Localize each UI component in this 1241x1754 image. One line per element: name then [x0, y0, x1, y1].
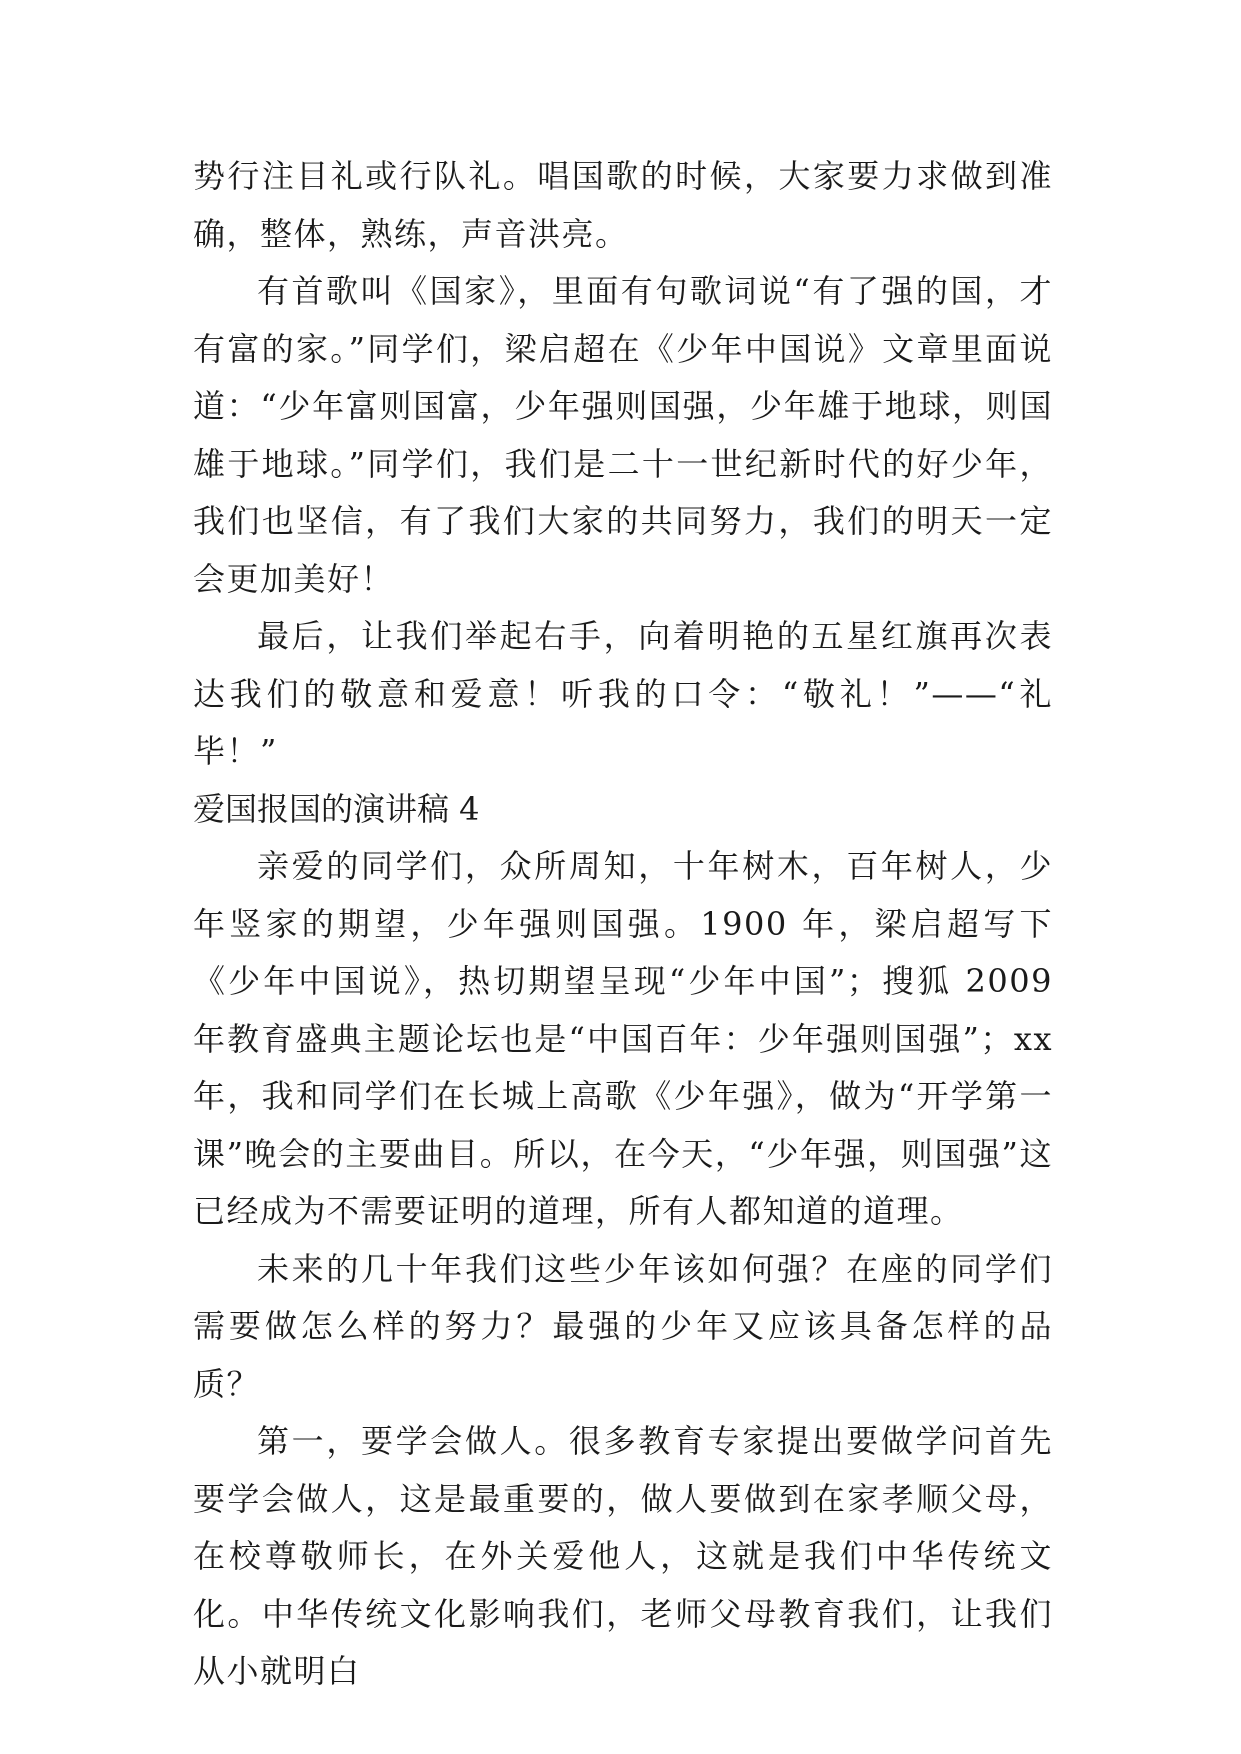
paragraph-continuation: 势行注目礼或行队礼。唱国歌的时候，大家要力求做到准确，整体，熟练，声音洪亮。: [193, 157, 1053, 253]
paragraph-salute: 最后，让我们举起右手，向着明艳的五星红旗再次表达我们的敬意和爱意！听我的口令：“敬礼！”——“礼毕！”: [193, 617, 1053, 770]
paragraph-national-song: 有首歌叫《国家》，里面有句歌词说“有了强的国，才有富的家。”同学们，梁启超在《少年中国说》文章里面说道：“少年富则国富，少年强则国强，少年雄于地球，则国雄于地球。”同学们，我们是二十一世纪新时代的好少年，我们也坚信，有了我们大家的共同努力，我们的明天一定会更加美好！: [193, 272, 1053, 598]
paragraph-young-china: 亲爱的同学们，众所周知，十年树木，百年树人，少年竖家的期望，少年强则国强。1900 年，梁启超写下《少年中国说》，热切期望呈现“少年中国”；搜狐 2009 年教育盛典主题论坛也是“中国百年：少年强则国强”；xx 年，我和同学们在长城上高歌《少年强》，做为“开学第一课”晚会的主要曲目。所以，在今天，“少年强，则国强”这已经成为不需要证明的道理，所有人都知道的道理。: [193, 847, 1053, 1230]
paragraph-questions: 未来的几十年我们这些少年该如何强？在座的同学们需要做怎么样的努力？最强的少年又应该具备怎样的品质？: [193, 1249, 1053, 1403]
document-body: [193, 148, 1053, 1701]
paragraph-first-point: 第一，要学会做人。很多教育专家提出要做学问首先要学会做人，这是最重要的，做人要做到在家孝顺父母，在校尊敬师长，在外关爱他人，这就是我们中华传统文化。中华传统文化影响我们，老师父母教育我们，让我们从小就明白: [193, 1422, 1053, 1690]
section-heading: 爱国报国的演讲稿 4: [193, 789, 480, 828]
